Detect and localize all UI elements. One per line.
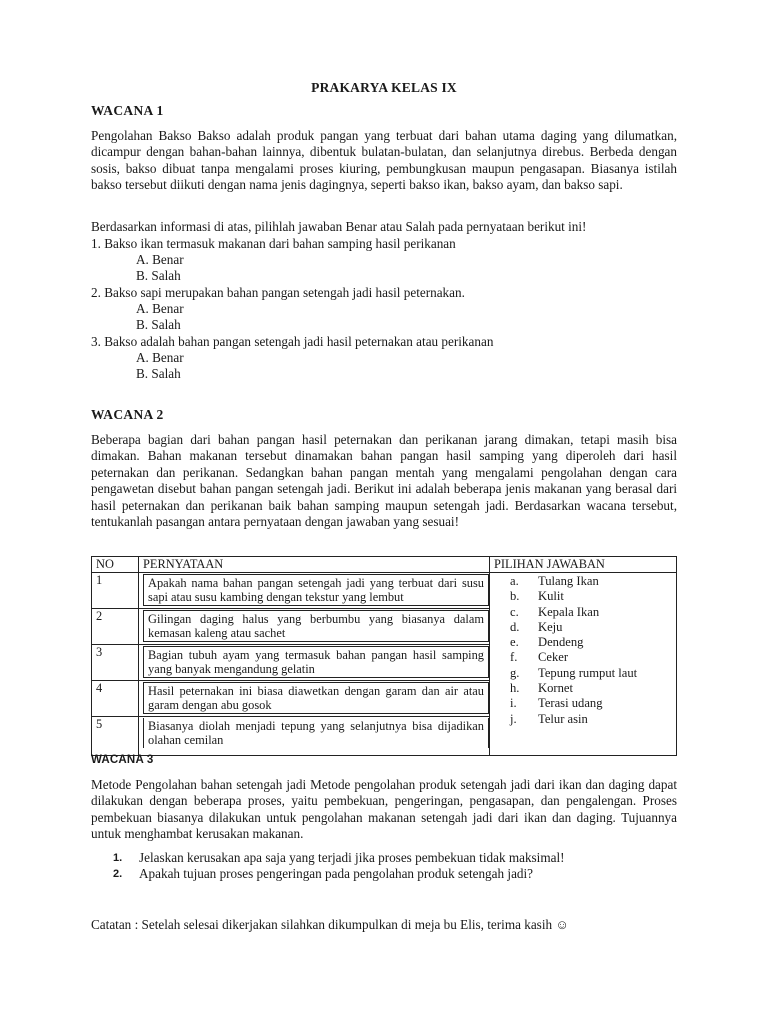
choice-text: Tepung rumput laut bbox=[538, 665, 638, 680]
choice-letter: b. bbox=[510, 589, 520, 604]
statement-cell bbox=[139, 609, 490, 645]
closing-note: Catatan : Setelah selesai dikerjakan silahkan dikumpulkan di meja bu Elis, terima kasih ☺ bbox=[91, 917, 569, 932]
statement-cell bbox=[139, 645, 490, 681]
choices-cell bbox=[490, 573, 677, 756]
choice-text: Keju bbox=[538, 619, 563, 634]
wacana3-heading: WACANA 3 bbox=[91, 754, 154, 766]
choice-item bbox=[494, 712, 672, 727]
wacana2-heading: WACANA 2 bbox=[91, 407, 164, 422]
row-number: 1 bbox=[92, 573, 139, 609]
choice-item bbox=[494, 650, 672, 665]
choice-letter: g. bbox=[510, 665, 520, 680]
choice-item bbox=[494, 620, 672, 635]
q2-option-a: A. Benar bbox=[136, 301, 184, 316]
choice-item bbox=[494, 681, 672, 696]
statement-text: Apakah nama bahan pangan setengah jadi yang terbuat dari susu sapi atau susu kambing dengan tekstur yang lembut bbox=[143, 574, 489, 606]
question-number: 1. bbox=[113, 852, 123, 864]
choice-text: Kornet bbox=[538, 681, 573, 696]
wacana3-paragraph: Metode Pengolahan bahan setengah jadi Metode pengolahan produk setengah jadi dari ikan dan daging dapat dilakukan dengan beberapa proses, yaitu pembekuan, pengeringan, pengasapan, dan pengalengan. Proses pembekuan biasanya dilakukan untuk pengolahan makanan setengah jadi dari ikan dan daging. Tujuannya untuk menghambat kerusakan makanan. bbox=[91, 777, 677, 842]
choice-text: Ceker bbox=[538, 650, 569, 665]
choice-item bbox=[494, 574, 672, 589]
question-text: Apakah tujuan proses pengeringan pada pengolahan produk setengah jadi? bbox=[139, 866, 534, 881]
choice-letter: j. bbox=[510, 711, 517, 726]
table-row bbox=[92, 573, 677, 609]
choice-letter: f. bbox=[510, 650, 518, 665]
table-header-row bbox=[92, 557, 677, 573]
choice-letter: h. bbox=[510, 681, 520, 696]
statement-text: Hasil peternakan ini biasa diawetkan dengan garam dan air atau garam dengan abu gosok bbox=[143, 682, 489, 714]
row-number: 2 bbox=[92, 609, 139, 645]
choice-item bbox=[494, 666, 672, 681]
choice-letter: a. bbox=[510, 574, 519, 588]
q3-option-a: A. Benar bbox=[136, 350, 184, 365]
choice-item bbox=[494, 605, 672, 620]
choice-text: Kepala Ikan bbox=[538, 604, 600, 619]
q1-option-b: B. Salah bbox=[136, 268, 181, 283]
statement-cell bbox=[139, 717, 490, 756]
wacana1-instruction: Berdasarkan informasi di atas, pilihlah jawaban Benar atau Salah pada pernyataan berikut ini! bbox=[91, 219, 587, 234]
choice-item bbox=[494, 635, 672, 650]
choice-letter: e. bbox=[510, 635, 519, 650]
q1-option-a: A. Benar bbox=[136, 252, 184, 267]
q3-option-b: B. Salah bbox=[136, 366, 181, 381]
page-title: PRAKARYA KELAS IX bbox=[311, 80, 457, 95]
col-no-header: NO bbox=[92, 557, 139, 573]
choice-item bbox=[494, 696, 672, 711]
statement-cell bbox=[139, 681, 490, 717]
question-text: Jelaskan kerusakan apa saja yang terjadi jika proses pembekuan tidak maksimal! bbox=[139, 850, 565, 865]
wacana2-paragraph: Beberapa bagian dari bahan pangan hasil peternakan dan perikanan jarang dimakan, tetapi masih bisa dimakan. Bahan makanan tersebut dinamakan bahan pangan hasil samping yang diperoleh dari hasil peternakan dan perikanan. Sedangkan bahan pangan mentah yang mengalami pengolahan dengan cara pengawetan disebut bahan pangan setengah jadi. Berikut ini adalah beberapa jenis makanan yang berasal dari hasil peternakan dan perikanan baik bahan samping maupun setengah jadi. Berdasarkan wacana tersebut, tentukanlah pasangan antara pernyataan dengan jawaban yang sesuai! bbox=[91, 432, 677, 530]
q2-option-b: B. Salah bbox=[136, 317, 181, 332]
choice-letter: i. bbox=[510, 696, 517, 711]
matching-table bbox=[91, 556, 677, 756]
statement-text: Bagian tubuh ayam yang termasuk bahan pangan hasil samping yang banyak mengandung gelatin bbox=[143, 646, 489, 678]
choice-text: Kulit bbox=[538, 589, 564, 604]
statement-text: Gilingan daging halus yang berbumbu yang biasanya dalam kemasan kaleng atau sachet bbox=[143, 610, 489, 642]
row-number: 5 bbox=[92, 717, 139, 756]
row-number: 4 bbox=[92, 681, 139, 717]
wacana1-question-1: 1. Bakso ikan termasuk makanan dari bahan samping hasil perikanan bbox=[91, 236, 456, 251]
question-number: 2. bbox=[113, 868, 123, 880]
wacana1-question-2: 2. Bakso sapi merupakan bahan pangan setengah jadi hasil peternakan. bbox=[91, 285, 465, 300]
choice-letter: d. bbox=[510, 619, 520, 634]
wacana1-paragraph: Pengolahan Bakso Bakso adalah produk pangan yang terbuat dari bahan utama daging yang dilumatkan, dicampur dengan bahan-bahan lainnya, dibentuk bulatan-bulatan, dan selanjutnya direbus. Berbeda dengan sosis, bakso dibuat tanpa mengalami proses kiuring, pembungkusan maupun pengasapan. Biasanya istilah bakso tersebut diikuti dengan nama jenis dagingnya, seperti bakso ikan, bakso ayam, dan bakso sapi. bbox=[91, 128, 677, 193]
statement-text: Biasanya diolah menjadi tepung yang selanjutnya bisa dijadikan olahan cemilan bbox=[143, 718, 489, 748]
choice-text: Dendeng bbox=[538, 635, 584, 650]
col-choices-header: PILIHAN JAWABAN bbox=[490, 557, 677, 573]
wacana1-heading: WACANA 1 bbox=[91, 103, 164, 118]
choice-text: Tulang Ikan bbox=[538, 574, 599, 588]
choice-text: Telur asin bbox=[538, 711, 588, 726]
choice-item bbox=[494, 589, 672, 604]
row-number: 3 bbox=[92, 645, 139, 681]
statement-cell bbox=[139, 573, 490, 609]
wacana1-question-3: 3. Bakso adalah bahan pangan setengah jadi hasil peternakan atau perikanan bbox=[91, 334, 494, 349]
choice-letter: c. bbox=[510, 604, 519, 619]
col-statement-header: PERNYATAAN bbox=[139, 557, 490, 573]
choice-text: Terasi udang bbox=[538, 696, 603, 711]
